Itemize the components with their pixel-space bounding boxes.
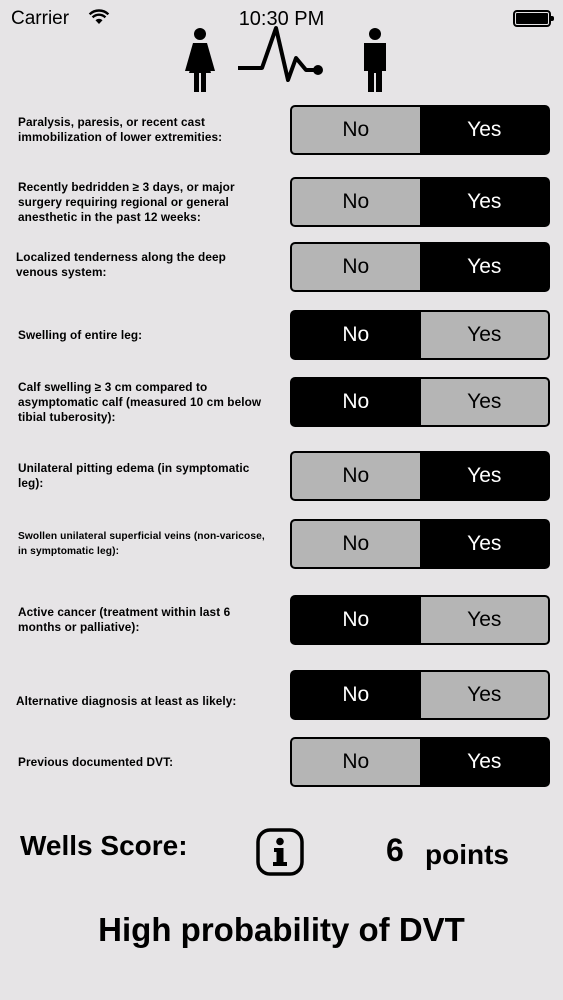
no-option[interactable]: No (292, 312, 421, 358)
yes-option[interactable]: Yes (421, 453, 549, 499)
yes-no-toggle[interactable] (290, 670, 550, 720)
yes-no-toggle[interactable] (290, 242, 550, 292)
female-figure-icon (183, 27, 217, 93)
result-text: High probability of DVT (98, 911, 465, 948)
carrier-label: Carrier (11, 8, 70, 29)
yes-option[interactable]: Yes (421, 597, 549, 643)
no-option[interactable]: No (292, 379, 421, 425)
yes-option[interactable]: Yes (421, 244, 549, 290)
yes-no-toggle[interactable] (290, 737, 550, 787)
criterion-label: Active cancer (treatment within last 6 months or palliative): (18, 605, 231, 634)
yes-option[interactable]: Yes (421, 379, 549, 425)
info-icon[interactable] (255, 827, 305, 877)
yes-option[interactable]: Yes (421, 739, 549, 785)
yes-option[interactable]: Yes (421, 312, 549, 358)
criterion-label: Swollen unilateral superficial veins (non-varicose, in symptomatic leg): (18, 531, 265, 557)
heartbeat-line-icon (236, 24, 328, 84)
no-option[interactable]: No (292, 672, 421, 718)
score-unit: points (425, 839, 509, 870)
score-value: 6 (386, 832, 404, 868)
yes-no-toggle[interactable] (290, 595, 550, 645)
criterion-label: Localized tenderness along the deep venous system: (16, 250, 226, 279)
score-label: Wells Score: (20, 830, 188, 861)
criterion-label: Calf swelling ≥ 3 cm compared to asymptomatic calf (measured 10 cm below tibial tuberosity): (18, 379, 262, 424)
yes-no-toggle[interactable] (290, 377, 550, 427)
yes-no-toggle[interactable] (290, 177, 550, 227)
no-option[interactable]: No (292, 453, 421, 499)
clock: 10:30 PM (238, 8, 325, 30)
no-option[interactable]: No (292, 107, 421, 153)
no-option[interactable]: No (292, 521, 421, 567)
yes-no-toggle[interactable] (290, 310, 550, 360)
app-header (0, 24, 563, 96)
criterion-label: Paralysis, paresis, or recent cast immobilization of lower extremities: (18, 115, 223, 144)
criterion-label: Swelling of entire leg: (18, 327, 143, 342)
yes-option[interactable]: Yes (421, 521, 549, 567)
no-option[interactable]: No (292, 179, 421, 225)
criterion-label: Recently bedridden ≥ 3 days, or major surgery requiring regional or general anesthetic in the past 12 weeks: (18, 179, 235, 224)
yes-no-toggle[interactable] (290, 451, 550, 501)
criterion-label: Alternative diagnosis at least as likely: (16, 693, 237, 708)
criterion-label: Previous documented DVT: (18, 754, 174, 769)
male-figure-icon (360, 27, 390, 93)
no-option[interactable]: No (292, 244, 421, 290)
yes-no-toggle[interactable] (290, 519, 550, 569)
yes-option[interactable]: Yes (421, 107, 549, 153)
no-option[interactable]: No (292, 597, 421, 643)
yes-option[interactable]: Yes (421, 672, 549, 718)
criterion-label: Unilateral pitting edema (in symptomatic leg): (18, 461, 250, 490)
no-option[interactable]: No (292, 739, 421, 785)
yes-no-toggle[interactable] (290, 105, 550, 155)
yes-option[interactable]: Yes (421, 179, 549, 225)
